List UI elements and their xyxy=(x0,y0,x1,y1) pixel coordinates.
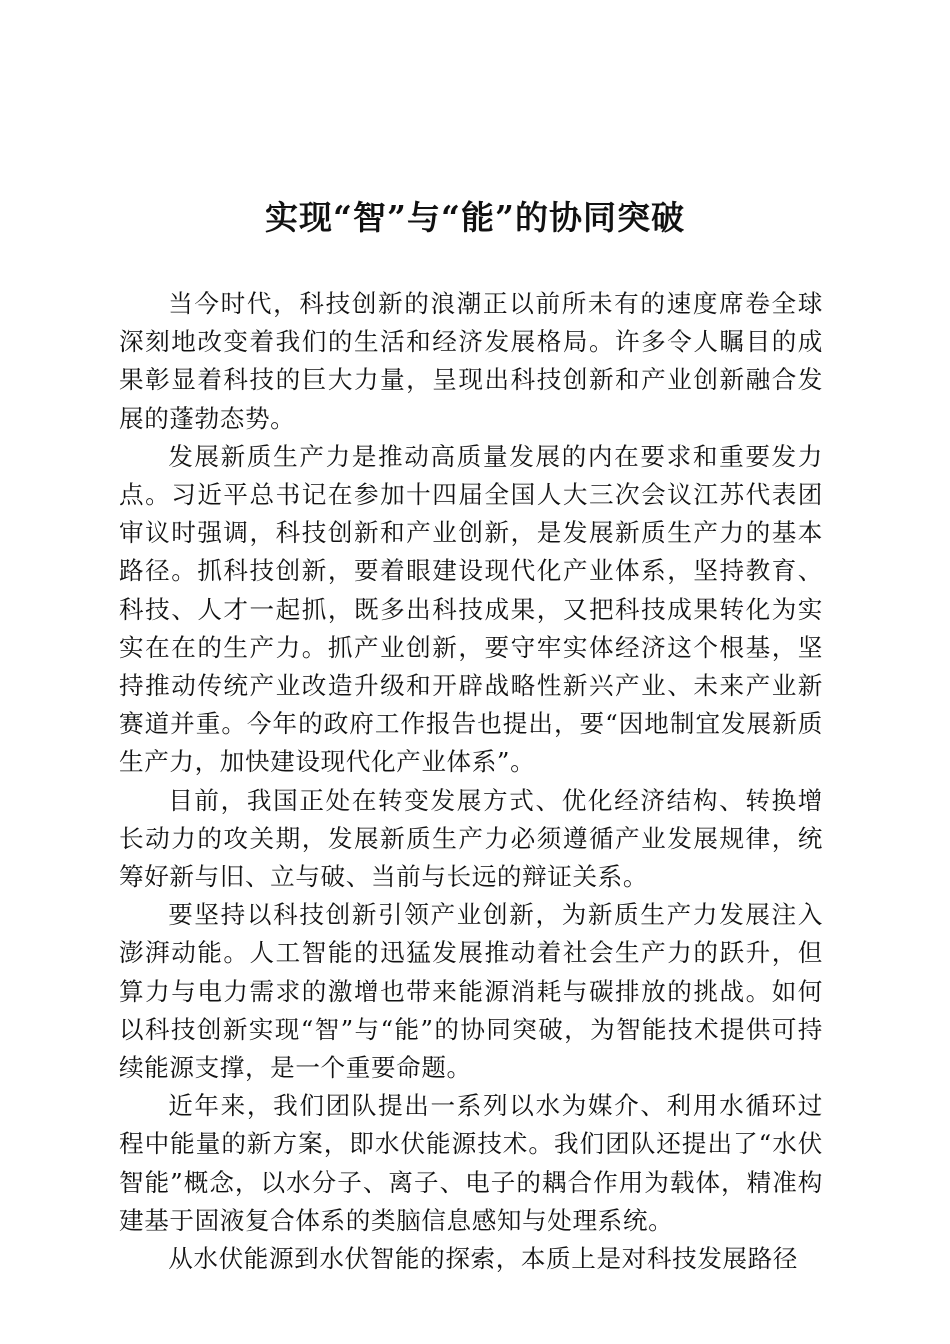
article-title: 实现“智”与“能”的协同突破 xyxy=(265,198,685,237)
article-body xyxy=(119,285,823,1278)
paragraph-5: 近年来，我们团队提出一系列以水为媒介、利用水循环过程中能量的新方案，即水伏能源技术。我们团队还提出了“水伏智能”概念，以水分子、离子、电子的耦合作用为载体，精准构建基于固液复合体系的类脑信息感知与处理系统。 xyxy=(119,1091,823,1235)
paragraph-4: 要坚持以科技创新引领产业创新，为新质生产力发展注入澎湃动能。人工智能的迅猛发展推动着社会生产力的跃升，但算力与电力需求的激增也带来能源消耗与碳排放的挑战。如何以科技创新实现“智”与“能”的协同突破，为智能技术提供可持续能源支撑，是一个重要命题。 xyxy=(119,900,823,1083)
paragraph-3: 目前，我国正处在转变发展方式、优化经济结构、转换增长动力的攻关期，发展新质生产力必须遵循产业发展规律，统筹好新与旧、立与破、当前与长远的辩证关系。 xyxy=(119,785,823,892)
paragraph-2: 发展新质生产力是推动高质量发展的内在要求和重要发力点。习近平总书记在参加十四届全国人大三次会议江苏代表团审议时强调，科技创新和产业创新，是发展新质生产力的基本路径。抓科技创新，要着眼建设现代化产业体系，坚持教育、科技、人才一起抓，既多出科技成果，又把科技成果转化为实实在在的生产力。抓产业创新，要守牢实体经济这个根基，坚持推动传统产业改造升级和开辟战略性新兴产业、未来产业新赛道并重。今年的政府工作报告也提出，要“因地制宜发展新质生产力，加快建设现代化产业体系”。 xyxy=(119,441,823,777)
paragraph-6: 从水伏能源到水伏智能的探索，本质上是对科技发展路径 xyxy=(168,1244,799,1274)
paragraph-1: 当今时代，科技创新的浪潮正以前所未有的速度席卷全球深刻地改变着我们的生活和经济发展格局。许多令人瞩目的成果彰显着科技的巨大力量，呈现出科技创新和产业创新融合发展的蓬勃态势。 xyxy=(119,289,823,433)
